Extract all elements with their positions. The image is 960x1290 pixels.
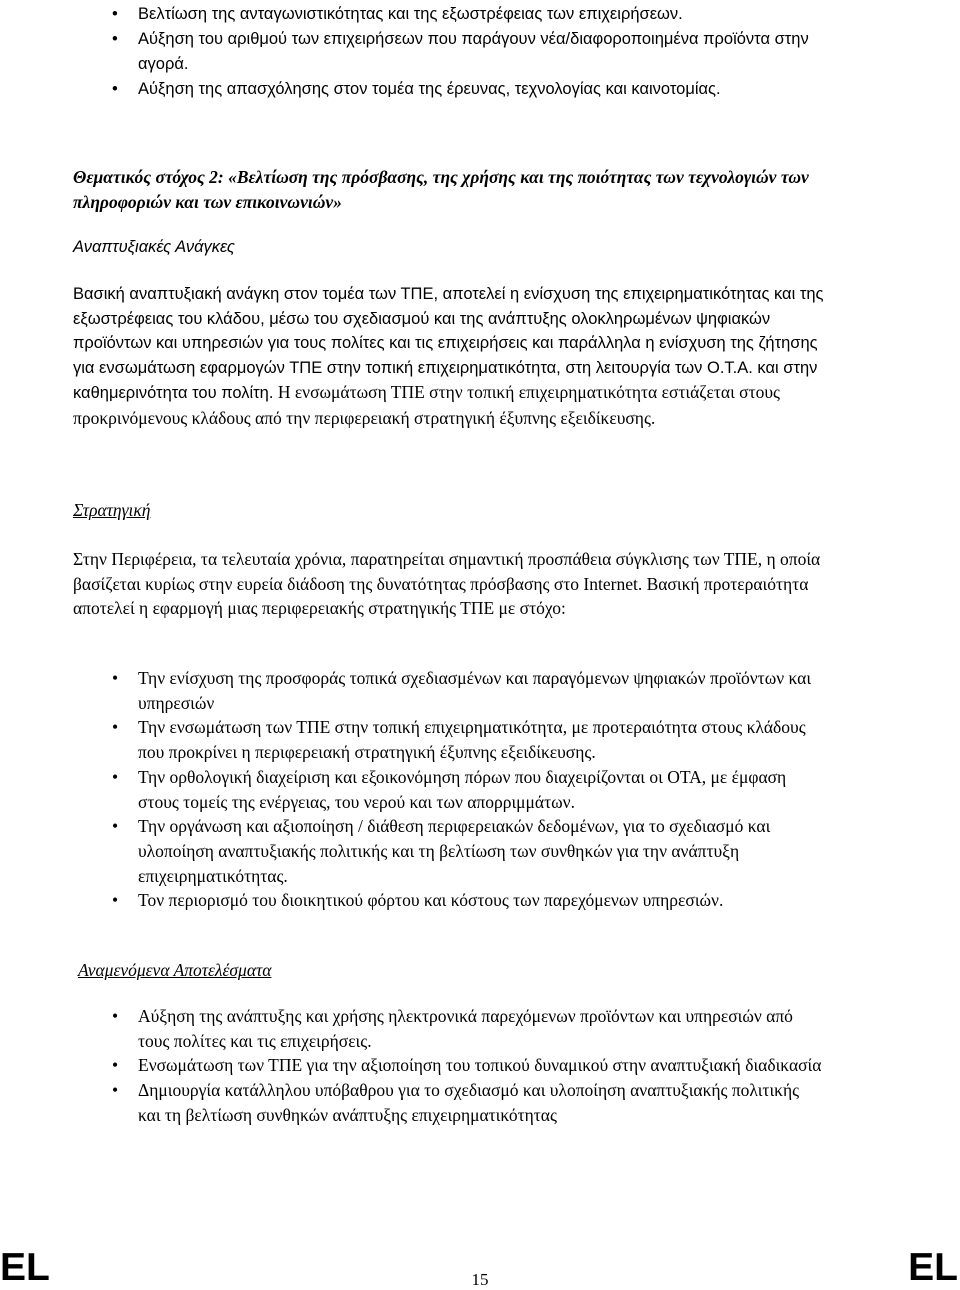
list-item-text: Την ενίσχυση της προσφοράς τοπικά σχεδιασμένων και παραγόμενων ψηφιακών προϊόντων και υπηρεσιών [138, 668, 812, 713]
list-item-text: Την οργάνωση και αξιοποίηση / διάθεση περιφερειακών δεδομένων, για το σχεδιασμό και υλοποίηση αναπτυξιακής πολιτικής και τη βελτίωση των συνθηκών για την ανάπτυξη επιχειρηματικότητας. [138, 816, 771, 886]
development-needs-text-main: Βασική αναπτυξιακή ανάγκη στον τομέα των ΤΠΕ, αποτελεί η ενίσχυση της επιχειρηματικότητας και της εξωστρέφειας του κλάδου, μέσω του σχεδιασμού και της ανάπτυξης ολοκληρωμένων ψηφιακών προϊόντων και υπηρεσιών για τους πολίτες και τις επιχειρήσεις και παράλληλα η ενίσχυση της ζήτησης για ενσωμάτωση εφαρμογών ΤΠΕ στην τοπική επιχειρηματικότητα, στη λειτουργία των Ο.Τ.Α. και στην καθημερινότητα του πολίτη. [73, 285, 824, 403]
bullet-icon: • [112, 766, 119, 787]
list-item [112, 1004, 822, 1053]
bullet-icon: • [112, 5, 118, 23]
list-item [112, 715, 822, 764]
bullet-icon: • [112, 1055, 119, 1076]
expected-results-heading: Αναμενόμενα Αποτελέσματα [78, 960, 272, 980]
strategy-paragraph: Στην Περιφέρεια, τα τελευταία χρόνια, παρατηρείται σημαντική προσπάθεια σύγκλισης των ΤΠΕ, η οποία βασίζεται κυρίως στην ευρεία διάδοση της δυνατότητας πρόσβασης στο Internet. Βασική προτεραιότητα αποτελεί η εφαρμογή μιας περιφερειακής στρατηγικής ΤΠΕ με στόχο: [73, 549, 821, 619]
list-item [112, 814, 822, 888]
thematic-goal-heading: Θεματικός στόχος 2: «Βελτίωση της πρόσβασης, της χρήσης και της ποιότητας των τεχνολογιών των πληροφοριών και των επικοινωνιών» [73, 167, 809, 212]
bullet-icon: • [112, 717, 119, 738]
list-item-text: Αύξηση της ανάπτυξης και χρήσης ηλεκτρονικά παρεχόμενων προϊόντων και υπηρεσιών από τους πολίτες και τις επιχειρήσεις. [138, 1006, 793, 1051]
list-item [112, 666, 822, 715]
bullet-icon: • [112, 1006, 119, 1026]
bullet-icon: • [112, 80, 118, 98]
expected-results-bullet-list [112, 1004, 822, 1128]
list-item [112, 77, 832, 102]
strategy-bullet-list [112, 666, 822, 913]
list-item [112, 888, 822, 913]
language-code-left: EL [0, 1246, 50, 1289]
page-number: 15 [471, 1270, 489, 1289]
top-bullet-list [112, 2, 832, 102]
bullet-icon: • [112, 30, 118, 48]
list-item [112, 1078, 822, 1127]
list-item [112, 27, 832, 77]
development-needs-text-end: Η ενσωμάτωση ΤΠΕ στην τοπική επιχειρηματικότητα εστιάζεται στους προκρινόμενους κλάδους από την περιφερειακή στρατηγική έξυπνης εξειδίκευσης. [73, 382, 780, 428]
list-item-text: Αύξηση της απασχόλησης στον τομέα της έρευνας, τεχνολογίας και καινοτομίας. [138, 80, 721, 98]
list-item [112, 765, 822, 814]
list-item-text: Την ενσωμάτωση των ΤΠΕ στην τοπική επιχειρηματικότητα, με προτεραιότητα στους κλάδους που προκρίνει η περιφερειακή στρατηγική έξυπνης εξειδίκευσης. [138, 717, 806, 763]
development-needs-heading: Αναπτυξιακές Ανάγκες [73, 238, 235, 256]
list-item-text: Ενσωμάτωση των ΤΠΕ για την αξιοποίηση του τοπικού δυναμικού στην αναπτυξιακή διαδικασία [138, 1055, 822, 1076]
bullet-icon: • [112, 816, 119, 837]
list-item-text: Βελτίωση της ανταγωνιστικότητας και της εξωστρέφειας των επιχειρήσεων. [138, 5, 683, 23]
bullet-icon: • [112, 1080, 119, 1101]
development-needs-paragraph [73, 282, 833, 431]
strategy-heading: Στρατηγική [73, 500, 151, 520]
language-code-right: EL [908, 1246, 958, 1289]
list-item-text: Δημιουργία κατάλληλου υπόβαθρου για το σχεδιασμό και υλοποίηση αναπτυξιακής πολιτικής και τη βελτίωση συνθηκών ανάπτυξης επιχειρηματικότητας [138, 1080, 800, 1125]
list-item-text: Αύξηση του αριθμού των επιχειρήσεων που παράγουν νέα/διαφοροποιημένα προϊόντα στην αγορά. [138, 30, 809, 73]
list-item-text: Την ορθολογική διαχείριση και εξοικονόμηση πόρων που διαχειρίζονται οι ΟΤΑ, με έμφαση στους τομείς της ενέργειας, του νερού και των απορριμμάτων. [138, 766, 787, 812]
list-item-text: Τον περιορισμό του διοικητικού φόρτου και κόστους των παρεχόμενων υπηρεσιών. [138, 890, 724, 911]
list-item [112, 1053, 822, 1078]
bullet-icon: • [112, 890, 119, 911]
bullet-icon: • [112, 668, 119, 688]
list-item [112, 2, 832, 27]
